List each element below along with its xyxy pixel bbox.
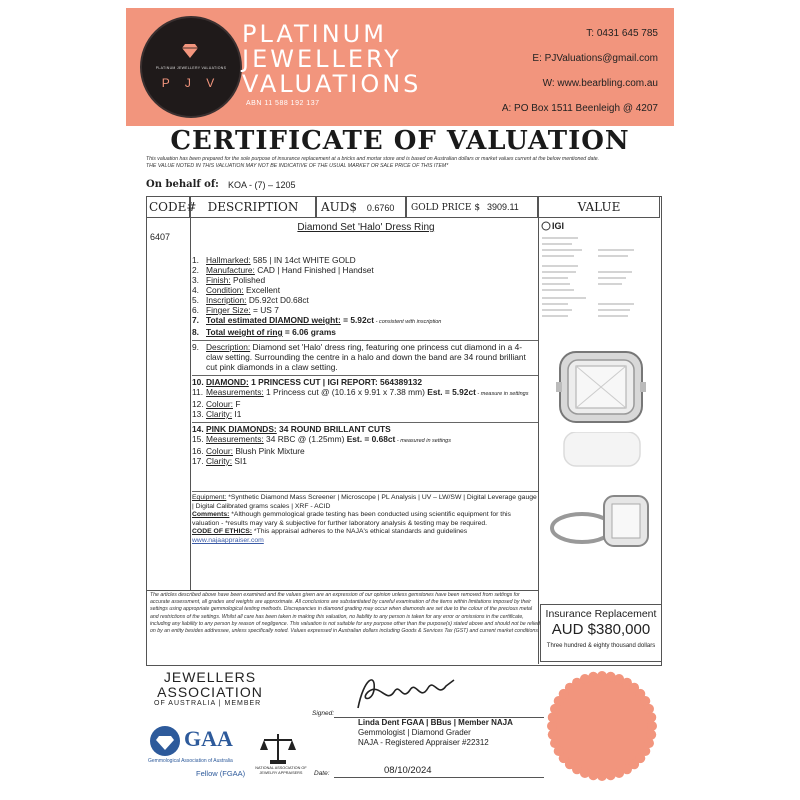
disclaimer-line-2: THE VALUE NOTED IN THIS VALUATION MAY NOT BE INDICATIVE OF THE USUAL MARKET OR SALE PRICE OF THIS ITEM* — [146, 163, 449, 169]
detail-line-ring-weight: 8. Total weight of ring = 6.06 grams — [192, 327, 336, 337]
seal-scallop — [646, 730, 656, 740]
gaa-emblem-icon — [150, 726, 180, 756]
detail-line-pink-colour: 16. Colour: Blush Pink Mixture — [192, 446, 305, 456]
header-value: VALUE — [538, 196, 660, 218]
brand-line-2: JEWELLERY — [242, 45, 402, 73]
logo-initials: P J V — [161, 76, 221, 90]
contact-address: A: PO Box 1511 Beenleigh @ 4207 — [501, 103, 658, 114]
seal-scallop — [548, 712, 558, 722]
detail-line-diamond: 10. DIAMOND: 1 PRINCESS CUT | IGI REPORT: 564389132 — [192, 375, 538, 387]
jewellers-association-sub: OF AUSTRALIA | MEMBER — [154, 700, 262, 707]
comments-line: Comments: *Although gemmological grade testing has been conducted using scientific equipment for this valuation - *results may vary & subjective for further laboratory analysis & testing may be required. — [192, 511, 511, 527]
seal-scallop — [614, 768, 624, 778]
insurance-value-box — [540, 604, 662, 662]
ethics-line: CODE OF ETHICS: *This appraisal adheres to the NAJA's ethical standards and guidelines — [192, 528, 468, 536]
seal-scallop — [580, 674, 590, 684]
seal-scallop — [647, 721, 657, 731]
disclaimer-line-1: This valuation has been prepared for the sole purpose of insurance replacement at a bricks and mortar store and is based on Australian dollars or market values current at the below mentioned date. — [146, 156, 600, 162]
igi-report-lines — [538, 218, 660, 330]
detail-line: 1. Hallmarked: 585 | IN 14ct WHITE GOLD — [192, 255, 356, 265]
abn-number: ABN 11 588 192 137 — [246, 100, 320, 107]
detail-line-measurements: 11. Measurements: 1 Princess cut @ (10.16 x 9.91 x 7.38 mm) Est. = 5.92ct - measure in settings — [192, 387, 529, 397]
item-details — [192, 255, 538, 466]
insurance-value: AUD $380,000 — [551, 621, 651, 638]
behalf-label: On behalf of: — [146, 179, 219, 190]
gaa-caption: Gemmological Association of Australia — [148, 758, 233, 764]
aud-label: AUD$ — [321, 200, 358, 214]
detail-line: 4. Condition: Excellent — [192, 285, 281, 295]
logo-caption: PLATINUM JEWELLERY VALUATIONS — [155, 66, 227, 70]
naja-caption: NATIONAL ASSOCIATION OF JEWELRY APPRAISERS — [255, 766, 307, 775]
articles-divider — [146, 590, 538, 591]
detail-line: 2. Manufacture: CAD | Hand Finished | Handset — [192, 265, 374, 275]
signature-image — [350, 668, 460, 714]
insurance-label: Insurance Replacement — [545, 608, 657, 620]
igi-report-thumbnail — [538, 218, 660, 330]
seal-scallop — [547, 721, 557, 731]
valuation-disclaimer — [146, 156, 666, 170]
ring-side-view-image — [548, 488, 658, 558]
signer-role: Gemmologist | Diamond Grader — [358, 728, 471, 737]
detail-line-clarity: 13. Clarity: I1 — [192, 409, 242, 419]
seal-scallop — [644, 704, 654, 714]
item-code: 6407 — [150, 232, 171, 242]
seal-scallop — [588, 770, 598, 780]
equipment-notes — [192, 491, 538, 546]
seal-scallop — [548, 730, 558, 740]
date-value: 08/10/2024 — [384, 765, 432, 776]
item-title: Diamond Set 'Halo' Dress Ring — [297, 222, 435, 233]
behalf-value: KOA - (7) – 1205 — [228, 180, 296, 190]
contact-email: E: PJValuations@gmail.com — [532, 53, 658, 64]
detail-line-pink-measurements: 15. Measurements: 34 RBC @ (1.25mm) Est. = 0.68ct - measured in settings — [192, 434, 451, 444]
seal-scallop — [588, 672, 598, 682]
seal-scallop — [606, 770, 616, 780]
detail-line: 6. Finger Size: = US 7 — [192, 305, 279, 315]
header-code: CODE# — [146, 196, 190, 218]
signer-registration: NAJA - Registered Appraiser #22312 — [358, 738, 489, 747]
detail-line-pink-diamonds: 14. PINK DIAMONDS: 34 ROUND BRILLANT CUTS — [192, 422, 538, 434]
gaa-logo: GAA — [184, 726, 233, 751]
detail-line-pink-clarity: 17. Clarity: SI1 — [192, 456, 247, 466]
seal-scallop — [646, 712, 656, 722]
detail-line-colour: 12. Colour: F — [192, 399, 241, 409]
naja-scales-icon — [258, 730, 298, 766]
signer-block — [358, 718, 513, 748]
ring-reflection-image — [560, 432, 644, 470]
signer-name: Linda Dent FGAA | BBus | Member NAJA — [358, 718, 513, 727]
contact-website: W: www.bearbling.com.au — [542, 78, 658, 89]
contact-phone: T: 0431 645 785 — [586, 28, 658, 39]
fellow-credential: Fellow (FGAA) — [196, 769, 246, 778]
header-description: DESCRIPTION — [190, 196, 316, 218]
detail-line: 5. Inscription: D5.92ct D0.68ct — [192, 295, 309, 305]
diamond-icon — [182, 44, 198, 58]
detail-line: 3. Finish: Polished — [192, 275, 266, 285]
header-gold-price — [406, 196, 538, 218]
brand-line-3: VALUATIONS — [242, 70, 422, 98]
brand-line-1: PLATINUM — [242, 20, 387, 48]
certificate-title: CERTIFICATE OF VALUATION — [170, 126, 630, 156]
gold-value: 3909.11 — [486, 202, 519, 212]
pjv-logo — [140, 16, 242, 118]
date-line — [334, 777, 544, 778]
gold-label: GOLD PRICE $ — [411, 203, 481, 213]
insurance-value-words: Three hundred & eighty thousand dollars — [546, 643, 656, 649]
seal-scallop — [550, 738, 560, 748]
signed-label: Signed: — [312, 710, 335, 717]
naja-link[interactable]: www.najaappraiser.com — [192, 536, 264, 544]
igi-logo: IGI — [552, 221, 565, 231]
code-column-divider — [190, 218, 191, 590]
equipment-line: Equipment: *Synthetic Diamond Mass Screener | Microscope | PL Analysis | UV – LW/SW | Digital Leverage gauge | Digital Calibrated grams scales | XRF - ACID — [192, 494, 537, 510]
header-aud — [316, 196, 406, 218]
company-seal — [546, 670, 658, 782]
detail-line-description: 9. Description: Diamond set 'Halo' dress ring, featuring one princess cut diamond in a 4-claw setting. Surrounding the centre in a halo and down the band are 34 round brilliant cut pink diamonds in a claw setting. — [192, 340, 538, 372]
jewellers-association-logo: JEWELLERS ASSOCIATION — [157, 669, 263, 700]
ring-top-view-image — [556, 342, 646, 432]
detail-line-diamond-weight: 7. Total estimated DIAMOND weight: = 5.92ct - consistent with inscription — [192, 315, 442, 325]
seal-scallop — [597, 671, 607, 681]
letterhead-banner — [126, 8, 674, 126]
seal-scallop — [597, 771, 607, 781]
date-label: Date: — [314, 770, 330, 777]
articles-statement: The articles described above have been examined and the values given are an expression of our opinion unless gemstones have been removed from settings for accurate assessment, all grades and weights are approximate. All conclusions are substantiated by careful examination of the items within limitations imposed by their settings using appropriate gemmological testing methods. Discrepancies in diamond grading may occur when diamonds are set due to the colour of the precious metal and restrictions of the settings. Whilst all care has been taken in making this valuation, no liability to any person is taken for any error or omissions in the certificate, including any liability to any person by reason of negligence. This valuation is not suitable for any purpose other than the purpose(s) stated above and should not be relied on by an entity besides addressee, unless specifically noted. Values expressed in Australian dollars including Goods & Services Tax (GST) and current market conditions. — [150, 592, 540, 635]
aud-value: 0.6760 — [366, 203, 395, 213]
seal-scallop — [606, 672, 616, 682]
